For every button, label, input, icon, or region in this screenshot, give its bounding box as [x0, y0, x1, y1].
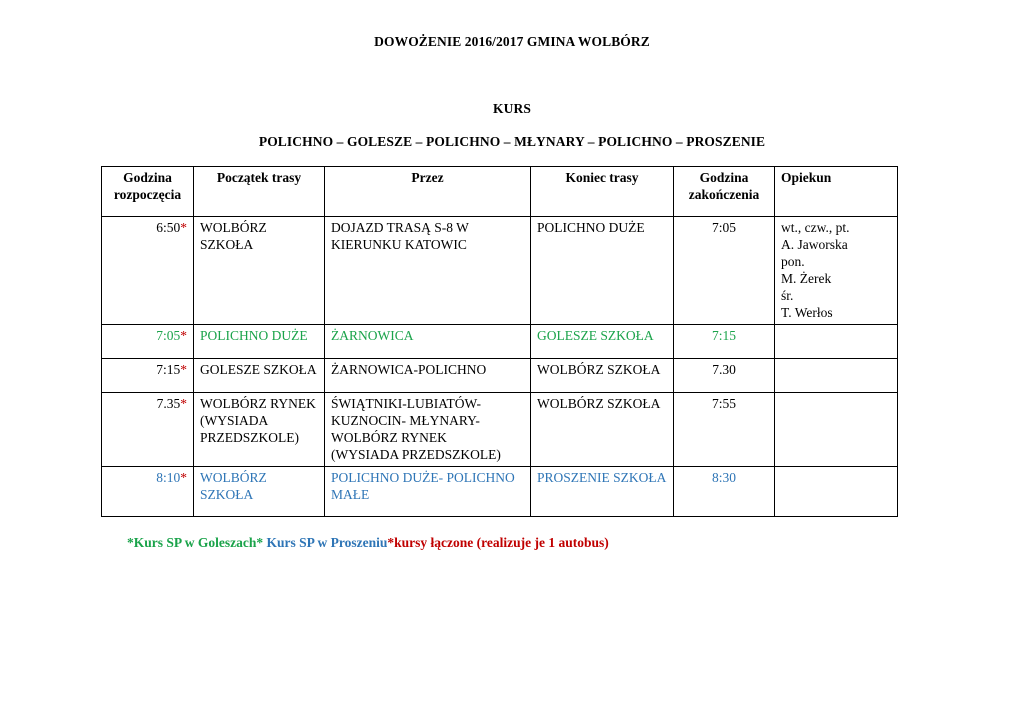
table-header-row	[102, 167, 898, 217]
end-place-cell: POLICHNO DUŻE	[531, 217, 674, 325]
start-time-cell	[102, 359, 194, 393]
via-cell: ŻARNOWICA-POLICHNO	[325, 359, 531, 393]
end-time-cell: 7:55	[674, 393, 775, 467]
schedule-table	[101, 166, 898, 517]
legend-proszeniu: Kurs SP w Proszeniu	[263, 535, 388, 550]
end-time-cell: 7.30	[674, 359, 775, 393]
end-time-cell: 8:30	[674, 467, 775, 517]
start-place-cell: GOLESZE SZKOŁA	[194, 359, 325, 393]
asterisk-mark: *	[180, 328, 187, 343]
guardian-cell	[775, 467, 898, 517]
end-place-cell: PROSZENIE SZKOŁA	[531, 467, 674, 517]
start-time-cell	[102, 393, 194, 467]
header-end-place: Koniec trasy	[531, 167, 674, 217]
start-time: 7.35	[156, 396, 181, 411]
start-time: 8:10	[156, 470, 181, 485]
start-time-cell	[102, 217, 194, 325]
guardian-cell	[775, 359, 898, 393]
start-time-cell	[102, 325, 194, 359]
table-row	[102, 467, 898, 517]
table-row	[102, 393, 898, 467]
header-start-place: Początek trasy	[194, 167, 325, 217]
via-cell: ŻARNOWICA	[325, 325, 531, 359]
start-time: 7:05	[156, 328, 181, 343]
header-start-time: Godzina rozpoczęcia	[102, 167, 194, 217]
legend-goleszach: *Kurs SP w Goleszach*	[127, 535, 264, 550]
start-place-cell: WOLBÓRZ SZKOŁA	[194, 217, 325, 325]
asterisk-mark: *	[180, 362, 187, 377]
document-title: DOWOŻENIE 2016/2017 GMINA WOLBÓRZ	[374, 34, 650, 49]
end-place-cell: WOLBÓRZ SZKOŁA	[531, 359, 674, 393]
guardian-cell	[775, 325, 898, 359]
legend-combined: *kursy łączone (realizuje je 1 autobus)	[387, 535, 609, 550]
via-cell: POLICHNO DUŻE- POLICHNO MAŁE	[325, 467, 531, 517]
end-time-cell: 7:05	[674, 217, 775, 325]
guardian-cell	[775, 393, 898, 467]
via-cell: ŚWIĄTNIKI-LUBIATÓW- KUZNOCIN- MŁYNARY- WOLBÓRZ RYNEK (WYSIADA PRZEDSZKOLE)	[325, 393, 531, 467]
start-place-cell: WOLBÓRZ RYNEK (WYSIADA PRZEDSZKOLE)	[194, 393, 325, 467]
route-heading: POLICHNO – GOLESZE – POLICHNO – MŁYNARY – POLICHNO – PROSZENIE	[258, 134, 766, 149]
asterisk-mark: *	[180, 470, 187, 485]
table-row	[102, 359, 898, 393]
start-place-cell: POLICHNO DUŻE	[194, 325, 325, 359]
start-place-cell: WOLBÓRZ SZKOŁA	[194, 467, 325, 517]
end-time-cell: 7:15	[674, 325, 775, 359]
via-cell: DOJAZD TRASĄ S-8 W KIERUNKU KATOWIC	[325, 217, 531, 325]
header-end-time: Godzina zakończenia	[674, 167, 775, 217]
start-time: 7:15	[156, 362, 181, 377]
asterisk-mark: *	[180, 396, 187, 411]
guardian-cell: wt., czw., pt. A. Jaworska pon. M. Żerek śr. T. Werłos	[775, 217, 898, 325]
asterisk-mark: *	[180, 220, 187, 235]
end-place-cell: GOLESZE SZKOŁA	[531, 325, 674, 359]
header-guardian: Opiekun	[775, 167, 898, 217]
table-row	[102, 325, 898, 359]
header-via: Przez	[325, 167, 531, 217]
start-time: 6:50	[156, 220, 181, 235]
table-row	[102, 217, 898, 325]
end-place-cell: WOLBÓRZ SZKOŁA	[531, 393, 674, 467]
kurs-heading: KURS	[493, 101, 531, 116]
legend-note	[127, 535, 609, 551]
start-time-cell	[102, 467, 194, 517]
